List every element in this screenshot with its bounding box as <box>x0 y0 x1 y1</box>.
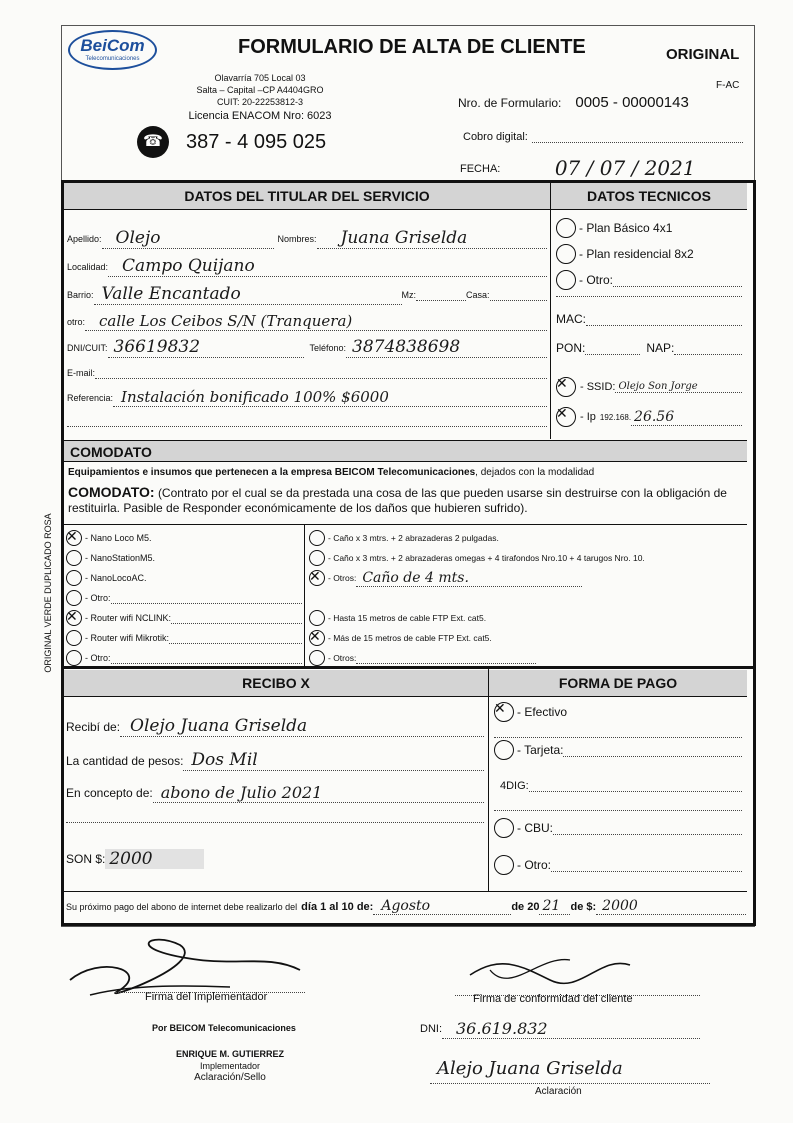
referencia-label: Referencia: <box>67 392 114 403</box>
concepto-row <box>66 783 484 803</box>
apellido-row <box>67 228 547 249</box>
plan-residencial-option[interactable] <box>556 244 694 264</box>
pon-label: PON: <box>556 341 586 355</box>
equip-label: - Otro: <box>85 593 111 603</box>
plan-basico-radio[interactable] <box>556 218 576 238</box>
barrio-label: Barrio: <box>67 289 94 300</box>
titular-header: DATOS DEL TITULAR DEL SERVICIO <box>64 183 550 210</box>
form-number: 0005 - 00000143 <box>575 94 689 111</box>
nanostation-checkbox[interactable] <box>66 550 82 566</box>
cantidad-row <box>66 750 484 771</box>
apellido-value[interactable]: Olejo <box>102 228 274 249</box>
referencia-value[interactable]: Instalación bonificado 100% $6000 <box>113 388 547 407</box>
tarjeta-option[interactable] <box>494 740 742 760</box>
plan-residencial-radio[interactable] <box>556 244 576 264</box>
equip-otro2-field[interactable] <box>111 653 302 664</box>
form-title: FORMULARIO DE ALTA DE CLIENTE <box>238 36 586 58</box>
pago-otro-option[interactable] <box>494 855 742 875</box>
dni-label: DNI/CUIT: <box>67 342 108 353</box>
cbu-option[interactable] <box>494 818 742 838</box>
nap-field[interactable] <box>674 342 742 355</box>
dig-label: 4DIG: <box>500 779 529 792</box>
pago-otro-radio[interactable] <box>494 855 514 875</box>
pago-otro-label: - Otro: <box>517 858 552 872</box>
comodato-grid-top <box>64 524 747 525</box>
equip-item[interactable] <box>66 608 302 628</box>
insumo-item[interactable] <box>309 648 745 668</box>
ip-row <box>556 407 742 427</box>
cbu-field[interactable] <box>553 822 742 835</box>
email-label: E-mail: <box>67 367 96 378</box>
ssid-row <box>556 377 742 397</box>
form-code: F-AC <box>716 80 740 91</box>
next-year-label: de 20 <box>511 900 540 913</box>
insumo-item[interactable] <box>309 548 745 568</box>
equip-item[interactable] <box>66 548 302 568</box>
comodato-grid-divider <box>304 524 305 666</box>
ssid-radio[interactable] <box>556 377 576 397</box>
otro-row <box>67 312 547 331</box>
ssid-label: - SSID: <box>580 381 616 393</box>
next-payment-month[interactable]: Agosto <box>373 898 511 915</box>
firma-cliente-label: Firma de conformidad del cliente <box>473 993 633 1005</box>
company-info <box>165 72 355 122</box>
mikrotik-field[interactable] <box>169 633 302 644</box>
email-field[interactable] <box>95 366 547 379</box>
otro-label: otro: <box>67 316 86 327</box>
efectivo-option[interactable] <box>494 702 567 722</box>
implementador-role: Implementador <box>199 1061 261 1071</box>
localidad-value[interactable]: Campo Quijano <box>108 256 547 277</box>
ip-radio[interactable] <box>556 407 576 427</box>
recibi-row <box>66 716 484 737</box>
copy-type: ORIGINAL <box>666 46 740 63</box>
aclaracion-sello-label: Aclaración/Sello <box>194 1072 266 1083</box>
cliente-dni-value[interactable]: 36.619.832 <box>442 1019 700 1039</box>
ip-prefix: 192.168. <box>599 412 632 422</box>
equip-item[interactable] <box>66 628 302 648</box>
date-label: FECHA: <box>460 162 501 175</box>
plan-basico-option[interactable] <box>556 218 672 238</box>
nanolocoac-checkbox[interactable] <box>66 570 82 586</box>
cantidad-value[interactable]: Dos Mil <box>183 750 484 771</box>
tarjeta-radio[interactable] <box>494 740 514 760</box>
insumo-item[interactable] <box>309 528 745 548</box>
equip-label: - Router wifi NCLINK: <box>85 613 172 623</box>
pon-field[interactable] <box>585 342 640 355</box>
email-row <box>67 366 547 379</box>
ssid-value[interactable]: Olejo Son Jorge <box>615 381 742 393</box>
dni-value[interactable]: 36619832 <box>108 337 304 358</box>
plan-otro-label: - Otro: <box>579 273 614 287</box>
insumo-otros2-field[interactable] <box>356 653 536 664</box>
barrio-row <box>67 284 547 305</box>
comodato-definition <box>68 485 738 516</box>
plan-otro-option[interactable] <box>556 270 742 290</box>
recibi-label: Recibí de: <box>66 719 121 734</box>
nombres-value[interactable]: Juana Griselda <box>317 228 547 249</box>
equip-item[interactable] <box>66 648 302 668</box>
por-beicom: Por BEICOM Telecomunicaciones <box>152 1023 296 1033</box>
next-payment-divider <box>64 891 747 892</box>
insumo-otros-value[interactable]: Caño de 4 mts. <box>356 570 582 587</box>
dni-row <box>67 337 547 358</box>
mz-field[interactable] <box>416 288 466 301</box>
cano-omegas-checkbox[interactable] <box>309 550 325 566</box>
phone-number: 387 - 4 095 025 <box>186 131 327 153</box>
cliente-dni-label: DNI: <box>420 1023 442 1035</box>
comodato-def-bold: COMODATO: <box>68 484 155 500</box>
tecnicos-header: DATOS TECNICOS <box>551 183 747 210</box>
nano-loco-checkbox[interactable] <box>66 530 82 546</box>
otro-value[interactable]: calle Los Ceibos S/N (Tranquera) <box>85 312 547 331</box>
comodato-header: COMODATO <box>64 440 747 462</box>
comodato-intro-bold: Equipamientos e insumos que pertenecen a la empresa BEICOM Telecomunicaciones <box>68 467 476 478</box>
digital-row <box>463 130 743 143</box>
efectivo-radio[interactable] <box>494 702 514 722</box>
form-number-row <box>458 94 689 111</box>
pon-nap-row <box>556 341 742 355</box>
cliente-aclaracion-label: Aclaración <box>535 1086 582 1097</box>
concepto-value[interactable]: abono de Julio 2021 <box>153 783 484 803</box>
dig-row <box>500 779 742 792</box>
implementador-block <box>145 1048 315 1084</box>
plan-residencial-label: - Plan residencial 8x2 <box>579 247 694 261</box>
next-payment-days: día 1 al 10 de: <box>301 900 374 913</box>
insumo-label: - Caño x 3 mtrs. + 2 abrazaderas 2 pulgadas. <box>328 533 499 543</box>
address-line-2: Salta – Capital –CP A4404GRO <box>196 85 324 95</box>
recibo-divider <box>488 669 489 891</box>
next-payment-label: Su próximo pago del abono de internet debe realizarlo del <box>66 901 298 912</box>
equip-item[interactable] <box>66 588 302 608</box>
cliente-aclaracion-line <box>430 1083 710 1084</box>
equip-otro-checkbox[interactable] <box>66 590 82 606</box>
logo-text: BeiCom <box>80 36 145 55</box>
nclink-field[interactable] <box>171 613 302 624</box>
comodato-intro <box>68 467 744 478</box>
nombres-label: Nombres: <box>277 233 317 244</box>
equip-otro-field[interactable] <box>111 593 302 604</box>
cantidad-label: La cantidad de pesos: <box>66 753 184 768</box>
nclink-checkbox[interactable] <box>66 610 82 626</box>
equip-item[interactable] <box>66 568 302 588</box>
digital-field[interactable] <box>532 130 743 143</box>
firma-implementador-label: Firma del Implementador <box>145 991 268 1003</box>
tarjeta-field[interactable] <box>563 744 742 757</box>
recibo-header: RECIBO X <box>64 670 488 697</box>
cbu-label: - CBU: <box>517 821 553 835</box>
tecnicos-blank-line <box>556 296 742 297</box>
comodato-intro-rest: , dejados con la modalidad <box>475 467 595 478</box>
titular-blank-line <box>67 426 547 427</box>
insumo-otros-checkbox[interactable] <box>309 570 325 586</box>
pago-line-1 <box>494 737 742 738</box>
logo <box>68 30 157 70</box>
cliente-aclaracion-value[interactable]: Alejo Juana Griselda <box>437 1058 623 1079</box>
plan-basico-label: - Plan Básico 4x1 <box>579 221 673 235</box>
equip-label: - Nano Loco M5. <box>85 533 152 543</box>
telefono-value[interactable]: 3874838698 <box>346 337 547 358</box>
insumo-label: - Caño x 3 mtrs. + 2 abrazaderas omegas + 4 tirafondos Nro.10 + 4 tarugos Nro. 10. <box>328 553 645 563</box>
equip-otro2-checkbox[interactable] <box>66 650 82 666</box>
comodato-def-text: (Contrato por el cual se da prestada una cosa de las que pueden usarse sin destruirse con la obligación de restituirla. Pasible de Responder económicamente de los daños que hubieren sufrido). <box>68 486 727 515</box>
mac-label: MAC: <box>556 312 586 326</box>
pago-header: FORMA DE PAGO <box>489 670 747 697</box>
cano-abrazaderas-checkbox[interactable] <box>309 530 325 546</box>
insumo-item[interactable] <box>309 568 745 588</box>
equip-label: - NanoStationM5. <box>85 553 156 563</box>
insumo-label: - Otros: <box>328 573 357 583</box>
equip-label: - Router wifi Mikrotik: <box>85 633 170 643</box>
plan-otro-radio[interactable] <box>556 270 576 290</box>
efectivo-label: - Efectivo <box>517 705 568 719</box>
next-payment-row <box>66 898 746 915</box>
cuit: CUIT: 20-22253812-3 <box>216 97 304 107</box>
titular-divider <box>550 183 551 439</box>
address-line-1: Olavarría 705 Local 03 <box>214 73 306 83</box>
insumo-label: - Hasta 15 metros de cable FTP Ext. cat5. <box>328 613 487 623</box>
next-amount-label: de $: <box>570 900 597 913</box>
whatsapp-icon: ☎ <box>137 126 169 158</box>
ip-label: - Ip <box>580 411 596 423</box>
mikrotik-checkbox[interactable] <box>66 630 82 646</box>
date-value[interactable]: 07 / 07 / 2021 <box>508 156 742 181</box>
insumo-otros2-checkbox[interactable] <box>309 650 325 666</box>
mac-row <box>556 312 742 326</box>
plan-otro-field[interactable] <box>613 274 742 287</box>
cable-hasta15-checkbox[interactable] <box>309 610 325 626</box>
referencia-row <box>67 388 547 407</box>
mac-field[interactable] <box>586 313 742 326</box>
copy-color-note: ORIGINAL VERDE DUPLICADO ROSA <box>43 513 53 673</box>
equip-item[interactable] <box>66 528 302 548</box>
son-row <box>66 849 204 869</box>
next-amount-value[interactable]: 2000 <box>596 898 746 915</box>
form-number-label: Nro. de Formulario: <box>458 95 562 110</box>
son-label: SON $: <box>66 852 106 866</box>
apellido-label: Apellido: <box>67 233 102 244</box>
casa-label: Casa: <box>466 289 490 300</box>
equip-label: - NanoLocoAC. <box>85 573 147 583</box>
barrio-value[interactable]: Valle Encantado <box>94 284 402 305</box>
implementador-name: ENRIQUE M. GUTIERREZ <box>175 1049 284 1059</box>
insumo-label: - Otros: <box>328 653 357 663</box>
cable-mas15-checkbox[interactable] <box>309 630 325 646</box>
localidad-row <box>67 256 547 277</box>
equip-label: - Otro: <box>85 653 111 663</box>
localidad-label: Localidad: <box>67 261 109 272</box>
concepto-label: En concepto de: <box>66 786 153 800</box>
comodato-left-list <box>66 528 302 668</box>
dig-field[interactable] <box>529 779 742 792</box>
nap-label: NAP: <box>646 341 675 355</box>
recibi-value[interactable]: Olejo Juana Griselda <box>120 716 484 737</box>
insumo-item[interactable] <box>309 608 745 628</box>
telefono-label: Teléfono: <box>309 342 347 353</box>
cbu-radio[interactable] <box>494 818 514 838</box>
digital-label: Cobro digital: <box>463 130 528 143</box>
comodato-right-list <box>309 528 745 668</box>
mz-label: Mz: <box>401 289 417 300</box>
date-row <box>460 156 742 181</box>
pago-line-2 <box>494 810 742 811</box>
tarjeta-label: - Tarjeta: <box>517 743 564 757</box>
next-year-value[interactable]: 21 <box>539 898 570 915</box>
logo-subtext: Telecomunicaciones <box>85 56 140 62</box>
license: Licencia ENACOM Nro: 6023 <box>188 110 332 122</box>
insumo-item[interactable] <box>309 628 745 648</box>
son-value[interactable]: 2000 <box>105 849 204 869</box>
recibo-box-top <box>61 666 753 669</box>
cliente-dni-row <box>420 1019 700 1039</box>
insumo-label: - Más de 15 metros de cable FTP Ext. cat5. <box>328 633 492 643</box>
concepto-line-2[interactable] <box>66 822 484 823</box>
ip-value[interactable]: 26.56 <box>631 409 742 426</box>
pago-otro-field[interactable] <box>551 859 742 872</box>
casa-field[interactable] <box>490 288 547 301</box>
